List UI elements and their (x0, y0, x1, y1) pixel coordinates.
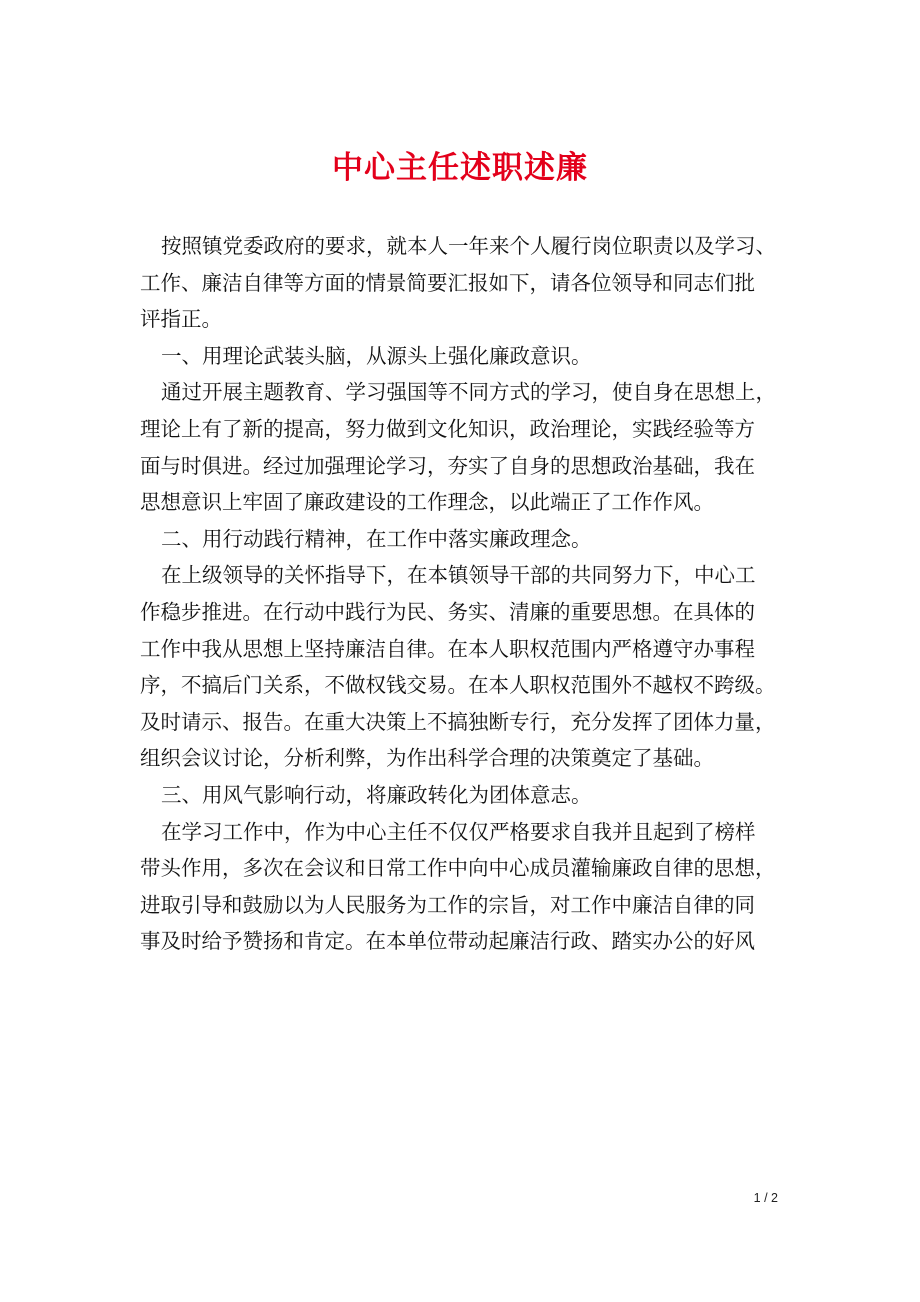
text-line: 事及时给予赞扬和肯定。在本单位带动起廉洁行政、踏实办公的好风 (140, 929, 755, 954)
text-line: 在学习工作中，作为中心主任不仅仅严格要求自我并且起到了榜样 (161, 819, 756, 844)
document-title: 中心主任述职述廉 (332, 150, 588, 186)
text-line: 三、用风气影响行动，将廉政转化为团体意志。 (161, 782, 592, 807)
text-line: 二、用行动践行精神，在工作中落实廉政理念。 (161, 526, 592, 551)
section-heading-3 (140, 777, 785, 814)
text-line: 工作中我从思想上坚持廉洁自律。在本人职权范围内严格遵守办事程 (140, 636, 755, 661)
text-line: 序，不搞后门关系，不做权钱交易。在本人职权范围外不越权不跨级。 (140, 673, 776, 698)
document-body (140, 228, 785, 960)
text-line: 面与时俱进。经过加强理论学习，夯实了自身的思想政治基础，我在 (140, 453, 755, 478)
text-line: 及时请示、报告。在重大决策上不搞独断专行，充分发挥了团体力量， (140, 709, 776, 734)
section-heading-2 (140, 521, 785, 558)
paragraph-section-1 (140, 374, 785, 520)
text-line: 一、用理论武装头脑，从源头上强化廉政意识。 (161, 343, 592, 368)
text-line: 思想意识上牢固了廉政建设的工作理念，以此端正了工作作风。 (140, 490, 714, 515)
text-line: 带头作用，多次在会议和日常工作中向中心成员灌输廉政自律的思想， (140, 856, 776, 881)
paragraph-intro (140, 228, 785, 338)
text-line: 理论上有了新的提高，努力做到文化知识，政治理论，实践经验等方 (140, 416, 755, 441)
text-line: 评指正。 (140, 307, 222, 332)
text-line: 进取引导和鼓励以为人民服务为工作的宗旨，对工作中廉洁自律的同 (140, 892, 755, 917)
text-line: 组织会议讨论，分析利弊，为作出科学合理的决策奠定了基础。 (140, 746, 714, 771)
text-line: 工作、廉洁自律等方面的情景简要汇报如下，请各位领导和同志们批 (140, 270, 755, 295)
text-line: 在上级领导的关怀指导下，在本镇领导干部的共同努力下，中心工 (161, 563, 756, 588)
paragraph-section-2 (140, 557, 785, 777)
section-heading-1 (140, 338, 785, 375)
paragraph-section-3 (140, 814, 785, 960)
text-line: 通过开展主题教育、学习强国等不同方式的学习，使自身在思想上， (161, 380, 776, 405)
page-number: 1 / 2 (753, 1191, 778, 1205)
text-line: 作稳步推进。在行动中践行为民、务实、清廉的重要思想。在具体的 (140, 599, 755, 624)
text-line: 按照镇党委政府的要求，就本人一年来个人履行岗位职责以及学习、 (161, 234, 776, 258)
